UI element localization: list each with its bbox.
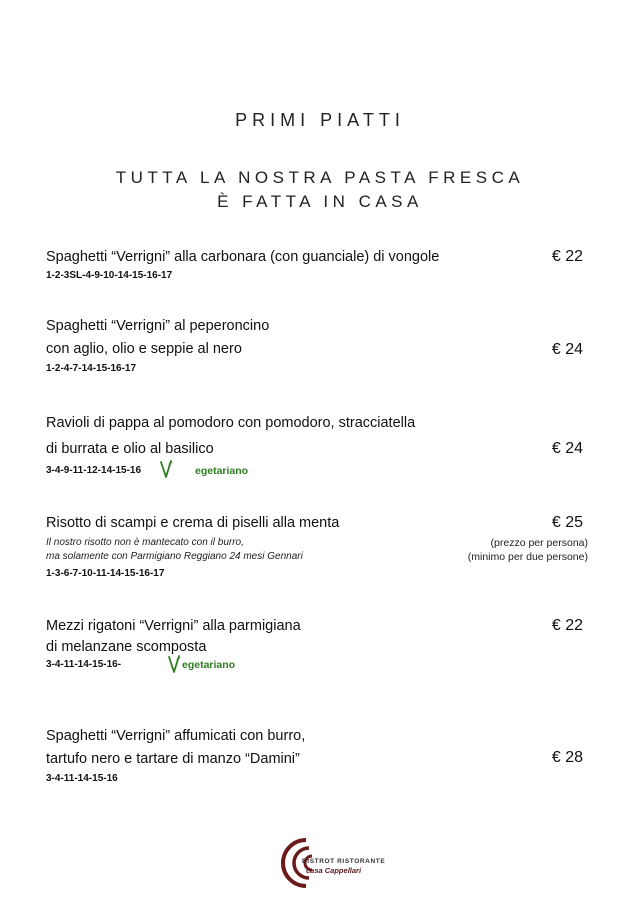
dish-name: Spaghetti “Verrigni” affumicati con burro,	[46, 728, 306, 744]
dish-price: € 25	[551, 514, 583, 531]
price-note: (minimo per due persone)	[467, 551, 588, 563]
dish-price: € 28	[551, 749, 583, 766]
logo-text-bottom: casa Cappellari	[306, 866, 362, 875]
dish-price: € 22	[551, 248, 583, 265]
vegetarian-label: egetariano	[195, 465, 249, 477]
allergen-codes: 1-3-6-7-10-11-14-15-16-17	[46, 568, 165, 579]
dish-note: Il nostro risotto non è mantecato con il burro,	[46, 537, 244, 548]
dish-price: € 24	[551, 341, 583, 358]
allergen-codes: 1-2-4-7-14-15-16-17	[46, 363, 137, 374]
dish-name-cont: di burrata e olio al basilico	[46, 441, 214, 457]
dish-price: € 22	[551, 617, 583, 634]
allergen-codes: 1-2-3SL-4-9-10-14-15-16-17	[46, 270, 173, 281]
subtitle-line-1: TUTTA LA NOSTRA PASTA FRESCA	[115, 168, 525, 187]
dish-name-cont: tartufo nero e tartare di manzo “Damini”	[46, 751, 300, 767]
dish-name-cont: di melanzane scomposta	[46, 639, 207, 655]
subtitle-line-2: È FATTA IN CASA	[217, 192, 423, 211]
vegetarian-label: egetariano	[182, 659, 236, 671]
vegetarian-leaf-icon	[167, 654, 181, 674]
dish-name: Spaghetti “Verrigni” al peperoncino	[46, 318, 270, 334]
allergen-codes: 3-4-11-14-15-16	[46, 773, 118, 784]
vegetarian-leaf-icon	[159, 459, 173, 479]
logo-text-top: BISTROT RISTORANTE	[302, 858, 386, 865]
allergen-codes: 3-4-9-11-12-14-15-16	[46, 465, 142, 476]
dish-name: Mezzi rigatoni “Verrigni” alla parmigiana	[46, 618, 301, 634]
dish-name-cont: con aglio, olio e seppie al nero	[46, 341, 242, 357]
price-note: (prezzo per persona)	[490, 537, 588, 549]
dish-name: Ravioli di pappa al pomodoro con pomodoro, stracciatella	[46, 415, 416, 431]
dish-name: Spaghetti “Verrigni” alla carbonara (con guanciale) di vongole	[46, 249, 440, 265]
page-title: PRIMI PIATTI	[235, 110, 405, 130]
dish-name: Risotto di scampi e crema di piselli alla menta	[46, 515, 340, 531]
dish-price: € 24	[551, 440, 583, 457]
allergen-codes: 3-4-11-14-15-16-	[46, 659, 122, 670]
dish-note: ma solamente con Parmigiano Reggiano 24 mesi Gennari	[46, 551, 303, 562]
